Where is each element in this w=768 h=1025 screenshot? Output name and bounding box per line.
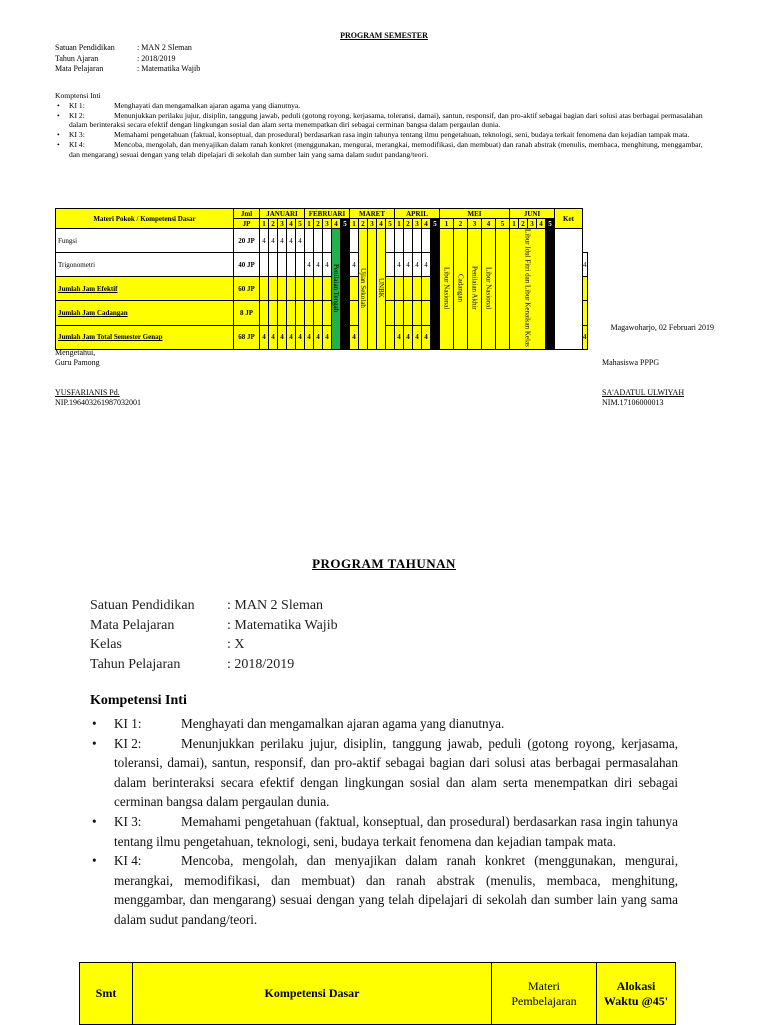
promes-ki-section bbox=[55, 91, 715, 160]
ki-item: • KI 1: Menghayati dan mengamalkan ajaran agama yang dianutnya. bbox=[55, 101, 715, 111]
prota-table bbox=[79, 962, 676, 1025]
ki-item: • KI 4: Mencoba, mengolah, dan menyajikan dalam ranah konkret (menggunakan, mengurai, merangkai, memodifikasi, dan membuat) dan ranah abstrak (menulis, membaca, menghitung, menggambar, dan mengarang) sesuai dengan yang telah dipelajari di sekolah dan sumber lain yang sama dalam sudut pandang/teori. bbox=[55, 140, 715, 160]
prota-ki-heading: Kompetensi Inti bbox=[90, 693, 187, 708]
right-signature: Mahasiswa PPPG SA'ADATUL ULWIYAH NIM.17106000013 bbox=[602, 358, 685, 407]
info-value: : 2018/2019 bbox=[137, 53, 176, 63]
prota-ki-section bbox=[90, 714, 678, 930]
ki-item: • KI 1: Menghayati dan mengamalkan ajaran agama yang dianutnya. bbox=[90, 714, 678, 734]
table-row: Trigonometri 40 JP 4 4 4 4 4 4 4 4 4 bbox=[56, 253, 588, 277]
table-row: Jumlah Jam Efektif 60 JP bbox=[56, 277, 588, 301]
col-header-jp: JP bbox=[234, 219, 260, 229]
col-header-materi: Materi Pokok / Kompetensi Dasar bbox=[56, 209, 234, 229]
info-value: : Matematika Wajib bbox=[137, 64, 201, 73]
col-header-kd: Kompetensi Dasar bbox=[133, 963, 492, 1025]
ki-item: • KI 4: Mencoba, mengolah, dan menyajikan dalam ranah konkret (menggunakan, mengurai, merangkai, memodifikasi, dan membuat) dan ranah abstrak (menulis, membaca, menghitung, menggambar, dan mengarang) sesuai dengan yang telah dipelajari di sekolah dan sumber lain yang sama dalam sudut pandang/teori. bbox=[90, 851, 678, 929]
left-signature: Mengetahui, Guru Pamong YUSFARIANIS Pd. NIP.196403261987032001 bbox=[55, 348, 142, 407]
promes-table: Materi Pokok / Kompetensi Dasar Jml JANUARI FEBRUARI MARET APRIL MEI JUNI Ket JP 1 2 3 4 5 1 2 3 4 5 1 2 3 4 5 1 2 3 4 5 1 2 3 4 5 1 2 3 4 5 Fungsi 20 JP 4 4 4 4 4 Penilaian Tengah Ujian Sekolah UNBK Libur Nasional Cadangan Penilaian Akhir Libur Nasional Libur Idul Fitri dan Libur Kenaikan Kelas Trigonometri 40 JP 4 4 4 4 4 4 4 4 4 Jumlah Jam Efektif 60 JP Jumlah Jam Cadangan 8 JP Jumlah Jam Total Semester Genap 68 JP 4 4 4 4 4 4 4 4 4 4 4 4 4 4 bbox=[55, 208, 588, 350]
info-label: Mata Pelajaran bbox=[55, 64, 104, 73]
col-header-alokasi: Alokasi Waktu @45' bbox=[597, 963, 676, 1025]
ki-item: • KI 3: Memahami pengetahuan (faktual, konseptual, dan prosedural) berdasarkan rasa ingin tahunya tentang ilmu pengetahuan, teknologi, seni, budaya terkait fenomena dan kejadian tampak mata. bbox=[90, 812, 678, 851]
info-value: : MAN 2 Sleman bbox=[137, 43, 192, 52]
col-header-materi: Materi Pembelajaran bbox=[492, 963, 597, 1025]
month-header: FEBRUARI bbox=[305, 209, 350, 219]
ki-item: • KI 2: Menunjukkan perilaku jujur, disiplin, tanggung jawab, peduli (gotong royong, kerjasama, toleransi, damai), santun, responsif, dan pro-aktif sebagai bagian dari solusi atas berbagai permasalahan dalam berinteraksi secara efektif dengan lingkungan sosial dan alam serta menempatkan diri sebagai cerminan bangsa dalam pergaulan dunia. bbox=[90, 734, 678, 812]
month-header: JUNI bbox=[510, 209, 555, 219]
ki-item: • KI 2: Menunjukkan perilaku jujur, disiplin, tanggung jawab, peduli (gotong royong, kerjasama, toleransi, damai), santun, responsif, dan pro-aktif sebagai bagian dari solusi atas berbagai permasalahan dalam berinteraksi secara efektif dengan lingkungan sosial dan alam serta menempatkan diri sebagai cerminan bangsa dalam pergaulan dunia. bbox=[55, 111, 715, 131]
table-row: Fungsi 20 JP 4 4 4 4 4 Penilaian Tengah Ujian Sekolah UNBK Libur Nasional Cadangan Penilaian Akhir Libur Nasional Libur Idul Fitri dan Libur Kenaikan Kelas bbox=[56, 229, 588, 253]
ki-item: • KI 3: Memahami pengetahuan (faktual, konseptual, dan prosedural) berdasarkan rasa ingin tahunya tentang ilmu pengetahuan, teknologi, seni, budaya terkait fenomena dan kejadian tampak mata. bbox=[55, 130, 715, 140]
prota-title: PROGRAM TAHUNAN bbox=[312, 556, 456, 571]
month-header: MARET bbox=[350, 209, 395, 219]
ki-heading: Komptensi Inti bbox=[55, 91, 101, 100]
promes-info bbox=[55, 43, 200, 75]
col-header-jml: Jml bbox=[234, 209, 260, 219]
col-header-ket: Ket bbox=[555, 209, 583, 229]
table-row: Jumlah Jam Total Semester Genap 68 JP 4 4 4 4 4 4 4 4 4 4 4 4 4 4 bbox=[56, 325, 588, 349]
col-header-smt: Smt bbox=[80, 963, 133, 1025]
table-row: Jumlah Jam Cadangan 8 JP bbox=[56, 301, 588, 325]
place-date: Magawoharjo, 02 Februari 2019 bbox=[610, 323, 714, 332]
month-header: JANUARI bbox=[260, 209, 305, 219]
month-header: MEI bbox=[440, 209, 510, 219]
info-label: Satuan Pendidikan bbox=[55, 43, 115, 52]
info-label: Tahun Ajaran bbox=[55, 53, 99, 63]
month-header: APRIL bbox=[395, 209, 440, 219]
prota-info: Satuan Pendidikan : MAN 2 Sleman Mata Pelajaran : Matematika Wajib Kelas : X Tahun Pelajaran : 2018/2019 bbox=[90, 598, 338, 672]
promes-title: PROGRAM SEMESTER bbox=[340, 31, 428, 40]
